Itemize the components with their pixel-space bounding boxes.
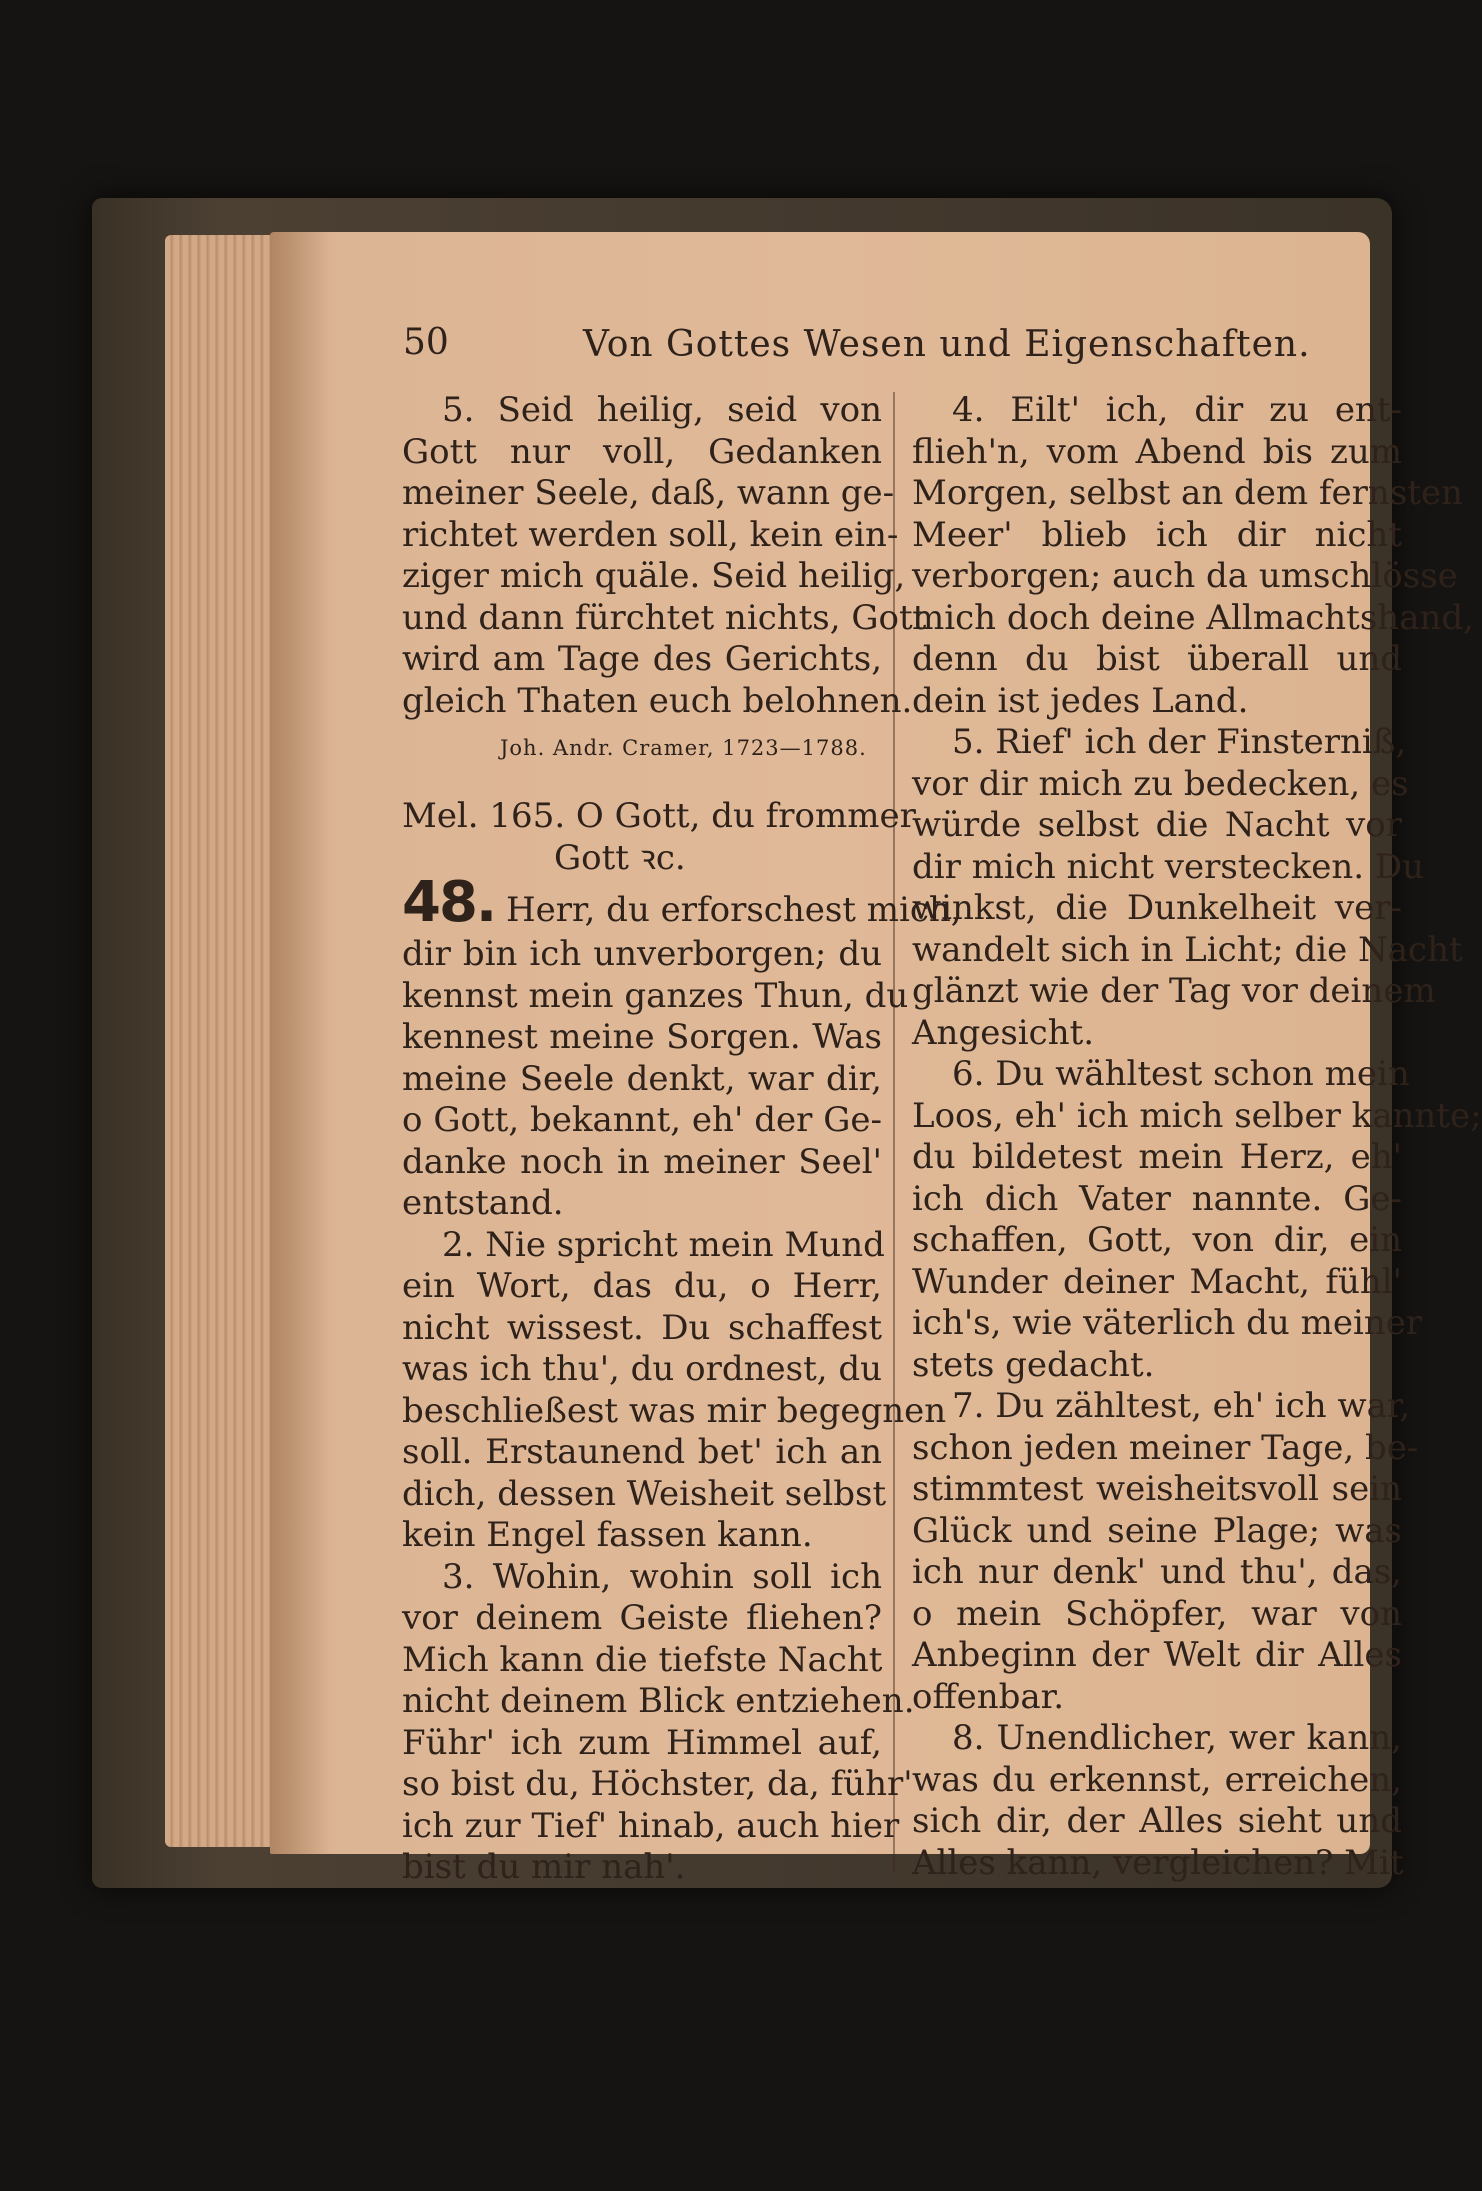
text-line: kein Engel fassen kann. [402,1515,813,1555]
text-line: flieh'n, vom Abend bis zum [912,431,1402,472]
verse-5-block [912,722,1463,1054]
text-line: du bildetest mein Herz, eh' [912,1137,1402,1177]
text-line: bist du mir nah'. [402,1847,686,1887]
text-line: danke noch in meiner Seel' [402,1141,882,1182]
text-line: kennest meine Sorgen. Was [402,1017,882,1057]
melody-reference: Mel. 165. O Gott, du frommer [402,796,916,836]
text-line: dich, dessen Weisheit selbst [402,1473,887,1514]
text-line: glänzt wie der Tag vor deinem [912,971,1436,1011]
text-line: 2. Nie spricht mein Mund [442,1224,885,1265]
text-line: vor deinem Geiste fliehen? [402,1598,882,1638]
text-line: nicht deinem Blick entziehen. [402,1681,915,1721]
text-line: meine Seele denkt, war dir, [402,1058,882,1099]
text-line: Alles kann, vergleichen? Mit [912,1842,1404,1883]
text-line: Führ' ich zum Himmel auf, [402,1722,882,1763]
page-gutter-shadow [270,232,330,1854]
text-line: schon jeden meiner Tage, be- [912,1427,1419,1468]
verse-1-block [402,934,909,1225]
text-line: o Gott, bekannt, eh' der Ge- [402,1100,882,1140]
text-line: Morgen, selbst an dem fernsten [912,473,1463,513]
text-line: was ich thu', du ordnest, du [402,1349,883,1389]
page-number: 50 [403,322,449,363]
right-column [912,390,1482,1884]
text-line: sich dir, der Alles sieht und [912,1801,1402,1841]
text-line: ich nur denk' und thu', das, [912,1552,1402,1592]
text-line: winkst, die Dunkelheit ver- [912,888,1402,928]
text-line: ich dich Vater nannte. Ge- [912,1178,1402,1219]
text-line: 3. Wohin, wohin soll ich [442,1556,882,1597]
text-line: denn du bist überall und [912,639,1402,679]
text-line: dein ist jedes Land. [912,680,1249,721]
verse-4-block [912,390,1474,722]
text-line: 7. Du zähltest, eh' ich war, [952,1386,1411,1426]
hymn-first-line [402,870,962,935]
text-line: 8. Unendlicher, wer kann, [952,1718,1402,1758]
melody-reference-cont: Gott ꝛc. [554,837,686,878]
text-line: mich doch deine Allmachtshand, [912,597,1474,638]
running-header [403,322,1403,366]
text-line: dir mich nicht verstecken. Du [912,846,1424,887]
text-line: 5. Rief' ich der Finsterniß, [952,722,1407,762]
text-line: 6. Du wähltest schon mein [952,1054,1410,1094]
text-line: stimmtest weisheitsvoll sein [912,1469,1402,1509]
text-line: soll. Erstaunend bet' ich an [402,1432,882,1472]
text-line: nicht wissest. Du schaffest [402,1307,882,1348]
text-line: dir bin ich unverborgen; du [402,934,882,974]
text-line: ziger mich quäle. Seid heilig, [402,556,906,596]
text-line: offenbar. [912,1676,1065,1717]
text-line: so bist du, Höchster, da, führ' [402,1764,913,1804]
text-line: Angesicht. [912,1012,1095,1053]
verse-8-block [912,1718,1402,1884]
text-line: Mich kann die tiefste Nacht [402,1639,883,1680]
text-line: und dann fürchtet nichts, Gott [402,597,927,638]
text-line: wird am Tage des Gerichts, [402,639,882,679]
text-line: würde selbst die Nacht vor [912,805,1402,845]
text-line: wandelt sich in Licht; die Nacht [912,929,1463,970]
text-line: Meer' blieb ich dir nicht [912,514,1402,555]
text-line: 5. Seid heilig, seid von [442,390,882,430]
text-line: richtet werden soll, kein ein- [402,514,899,555]
hymn-opening-text: Herr, du erforschest mich, [506,890,962,930]
hymn-number: 48. [402,870,496,935]
text-line: verborgen; auch da umschlösse [912,556,1458,596]
author-credit: Joh. Andr. Cramer, 1723—1788. [500,736,867,760]
text-line: Anbeginn der Welt dir Alles [912,1635,1402,1675]
text-line: ich zur Tief' hinab, auch hier [402,1805,900,1846]
text-line: Glück und seine Plage; was [912,1510,1402,1551]
verse-7-block [912,1386,1419,1718]
verse-2-block [402,1224,947,1557]
text-line: schaffen, Gott, von dir, ein [912,1220,1402,1260]
verse-5-block [402,390,927,722]
text-line: 4. Eilt' ich, dir zu ent- [952,390,1402,430]
text-line: Wunder deiner Macht, fühl' [912,1261,1402,1302]
text-line: stets gedacht. [912,1344,1155,1385]
text-line: beschließest was mir begegnen [402,1390,947,1431]
text-line: o mein Schöpfer, war von [912,1593,1402,1634]
text-line: entstand. [402,1183,564,1223]
running-title: Von Gottes Wesen und Eigenschaften. [583,324,1311,365]
text-line: kennst mein ganzes Thun, du [402,975,909,1016]
text-line: meiner Seele, daß, wann ge- [402,473,895,513]
verse-3-block [402,1556,915,1889]
verse-6-block [912,1054,1482,1386]
text-line: ich's, wie väterlich du meiner [912,1303,1423,1343]
left-column [402,390,962,1889]
text-line: Gott nur voll, Gedanken [402,431,882,472]
text-line: Loos, eh' ich mich selber kannte; [912,1095,1482,1136]
text-line: gleich Thaten euch belohnen. [402,680,913,721]
text-line: vor dir mich zu bedecken, es [912,763,1409,804]
text-line: ein Wort, das du, o Herr, [402,1266,882,1306]
text-line: was du erkennst, erreichen, [912,1759,1402,1800]
